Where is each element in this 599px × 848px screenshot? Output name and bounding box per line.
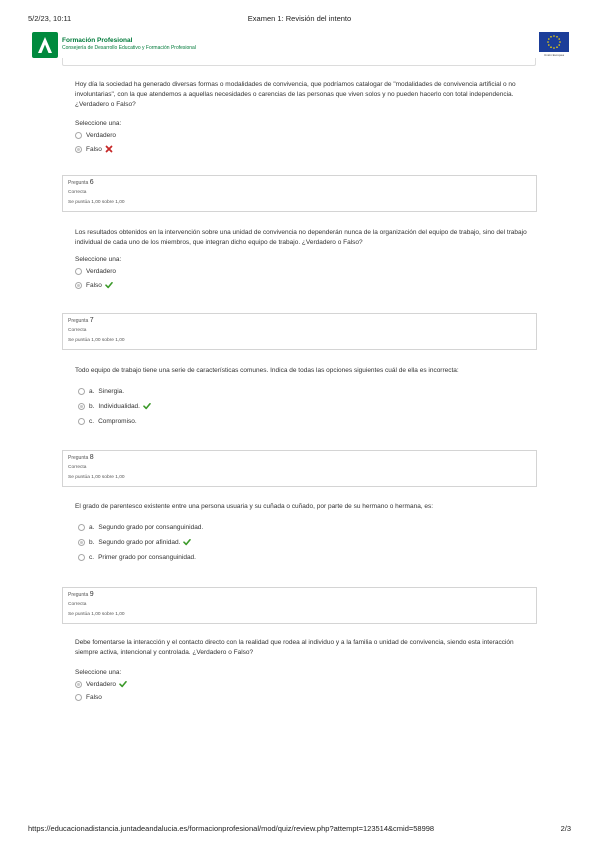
page-url[interactable]: https://educacionadistancia.juntadeandalucia.es/formacionprofesional/mod/quiz/review.php?attempt=123514&cmid=58998 xyxy=(28,824,435,833)
option-letter: a. xyxy=(89,387,95,395)
option-label: Verdadero xyxy=(86,680,116,688)
option-label: Segundo grado por consanguinidad. xyxy=(98,523,204,531)
eu-star xyxy=(556,36,558,38)
radio-button[interactable] xyxy=(75,268,82,275)
question-9-text: Debe fomentarse la interacción y el contacto directo con la realidad que rodea al individuo y a la familia o unidad de convivencia, siendo esta interacción siempre activa, intencional y controlada. ¿Verdadero o Falso? xyxy=(75,639,514,656)
print-header xyxy=(28,14,571,26)
radio-button-selected[interactable] xyxy=(75,146,82,153)
question-score: Se puntúa 1,00 sobre 1,00 xyxy=(68,612,125,617)
question-8-info xyxy=(62,450,537,487)
question-8-option-a[interactable] xyxy=(78,522,203,532)
eu-star xyxy=(553,35,555,37)
question-7-option-a[interactable] xyxy=(78,386,124,396)
question-5-option-verdadero[interactable] xyxy=(75,130,116,140)
option-label: Verdadero xyxy=(86,131,116,139)
correct-check-icon xyxy=(119,680,127,688)
question-state: Correcta xyxy=(68,190,87,195)
eu-caption: Unión Europea xyxy=(543,53,564,57)
eu-star xyxy=(559,41,561,43)
radio-button-selected[interactable] xyxy=(78,539,85,546)
print-footer xyxy=(28,824,571,834)
question-score: Se puntúa 1,00 sobre 1,00 xyxy=(68,338,125,343)
question-7-info xyxy=(62,313,537,350)
question-6-select-label: Seleccione una: xyxy=(75,256,122,263)
option-label: Individualidad. xyxy=(98,402,140,410)
eu-star xyxy=(548,38,550,40)
option-letter: c. xyxy=(89,553,95,561)
option-label: Falso xyxy=(86,693,102,701)
question-6-option-falso[interactable] xyxy=(75,280,113,290)
brand-title: Formación Profesional xyxy=(62,37,133,44)
radio-button[interactable] xyxy=(78,388,85,395)
radio-button-selected[interactable] xyxy=(78,403,85,410)
question-8-option-c[interactable] xyxy=(78,552,196,562)
option-label: Sinergia. xyxy=(98,387,125,395)
question-state: Correcta xyxy=(68,602,87,607)
eu-star xyxy=(558,38,560,40)
question-7-option-c[interactable] xyxy=(78,416,137,426)
print-date: 5/2/23, 10:11 xyxy=(28,14,72,23)
question-9-info xyxy=(62,587,537,624)
correct-check-icon xyxy=(183,538,191,546)
question-6-info xyxy=(62,175,537,212)
question-5-text: Hoy día la sociedad ha generado diversas formas o modalidades de convivencia, que podríamos catalogar de "modalidades de convivencia artificial o no involuntarias", con la que atendemos a aquellas necesidades o carencias de las personas que viven solos y no pueden hacerlo con total independencia. ¿Verdadero o Falso? xyxy=(75,81,516,108)
question-7-text: Todo equipo de trabajo tiene una serie de características comunes. Indica de todas las opciones siguientes cuál de ella es incorrecta: xyxy=(75,367,459,374)
page-number: 2/3 xyxy=(560,824,571,833)
question-score: Se puntúa 1,00 sobre 1,00 xyxy=(68,200,125,205)
previous-question-box-fragment xyxy=(62,58,536,66)
question-5-option-falso[interactable] xyxy=(75,144,113,154)
brand-subtitle: Consejería de Desarrollo Educativo y Formación Profesional xyxy=(62,45,196,51)
radio-button[interactable] xyxy=(78,524,85,531)
incorrect-cross-icon xyxy=(105,145,113,153)
correct-check-icon xyxy=(105,281,113,289)
eu-star xyxy=(556,46,558,48)
eu-star xyxy=(553,47,555,49)
question-6-option-verdadero[interactable] xyxy=(75,266,116,276)
option-letter: b. xyxy=(89,538,95,546)
question-number: Pregunta 7 xyxy=(68,317,94,324)
radio-button[interactable] xyxy=(75,694,82,701)
question-9-option-falso[interactable] xyxy=(75,692,102,702)
option-label: Primer grado por consanguinidad. xyxy=(98,553,196,561)
radio-button-selected[interactable] xyxy=(75,681,82,688)
correct-check-icon xyxy=(143,402,151,410)
eu-star xyxy=(548,44,550,46)
eu-star xyxy=(550,36,552,38)
question-score: Se puntúa 1,00 sobre 1,00 xyxy=(68,475,125,480)
eu-flag-icon xyxy=(539,32,569,52)
question-number: Pregunta 9 xyxy=(68,591,94,598)
option-letter: b. xyxy=(89,402,95,410)
radio-button[interactable] xyxy=(78,554,85,561)
question-number: Pregunta 8 xyxy=(68,454,94,461)
question-8-text: El grado de parentesco existente entre una persona usuaria y su cuñada o cuñado, por parte de su hermano o hermana, es: xyxy=(75,503,434,510)
question-state: Correcta xyxy=(68,328,87,333)
question-9-option-verdadero[interactable] xyxy=(75,679,127,689)
question-7-option-b[interactable] xyxy=(78,401,151,411)
question-state: Correcta xyxy=(68,465,87,470)
radio-button[interactable] xyxy=(78,418,85,425)
question-9-select-label: Seleccione una: xyxy=(75,669,122,676)
eu-star xyxy=(558,44,560,46)
print-title: Examen 1: Revisión del intento xyxy=(247,14,352,23)
radio-button-selected[interactable] xyxy=(75,282,82,289)
question-number: Pregunta 6 xyxy=(68,179,94,186)
question-5-select-label: Seleccione una: xyxy=(75,120,122,127)
option-label: Compromiso. xyxy=(98,417,137,425)
option-letter: a. xyxy=(89,523,95,531)
question-6-text: Los resultados obtenidos en la intervención sobre una unidad de convivencia no dependerán nunca de la organización del equipo de trabajo, sino del trabajo individual de cada uno de los miembros, que integran dicho equipo de trabajo. ¿Verdadero o Falso? xyxy=(75,229,527,246)
junta-logo-icon[interactable] xyxy=(32,32,58,58)
option-label: Segundo grado por afinidad. xyxy=(98,538,181,546)
option-label: Verdadero xyxy=(86,267,116,275)
radio-button[interactable] xyxy=(75,132,82,139)
option-label: Falso xyxy=(86,145,102,153)
eu-star xyxy=(550,46,552,48)
option-label: Falso xyxy=(86,281,102,289)
question-8-option-b[interactable] xyxy=(78,537,191,547)
eu-star xyxy=(547,41,549,43)
option-letter: c. xyxy=(89,417,95,425)
